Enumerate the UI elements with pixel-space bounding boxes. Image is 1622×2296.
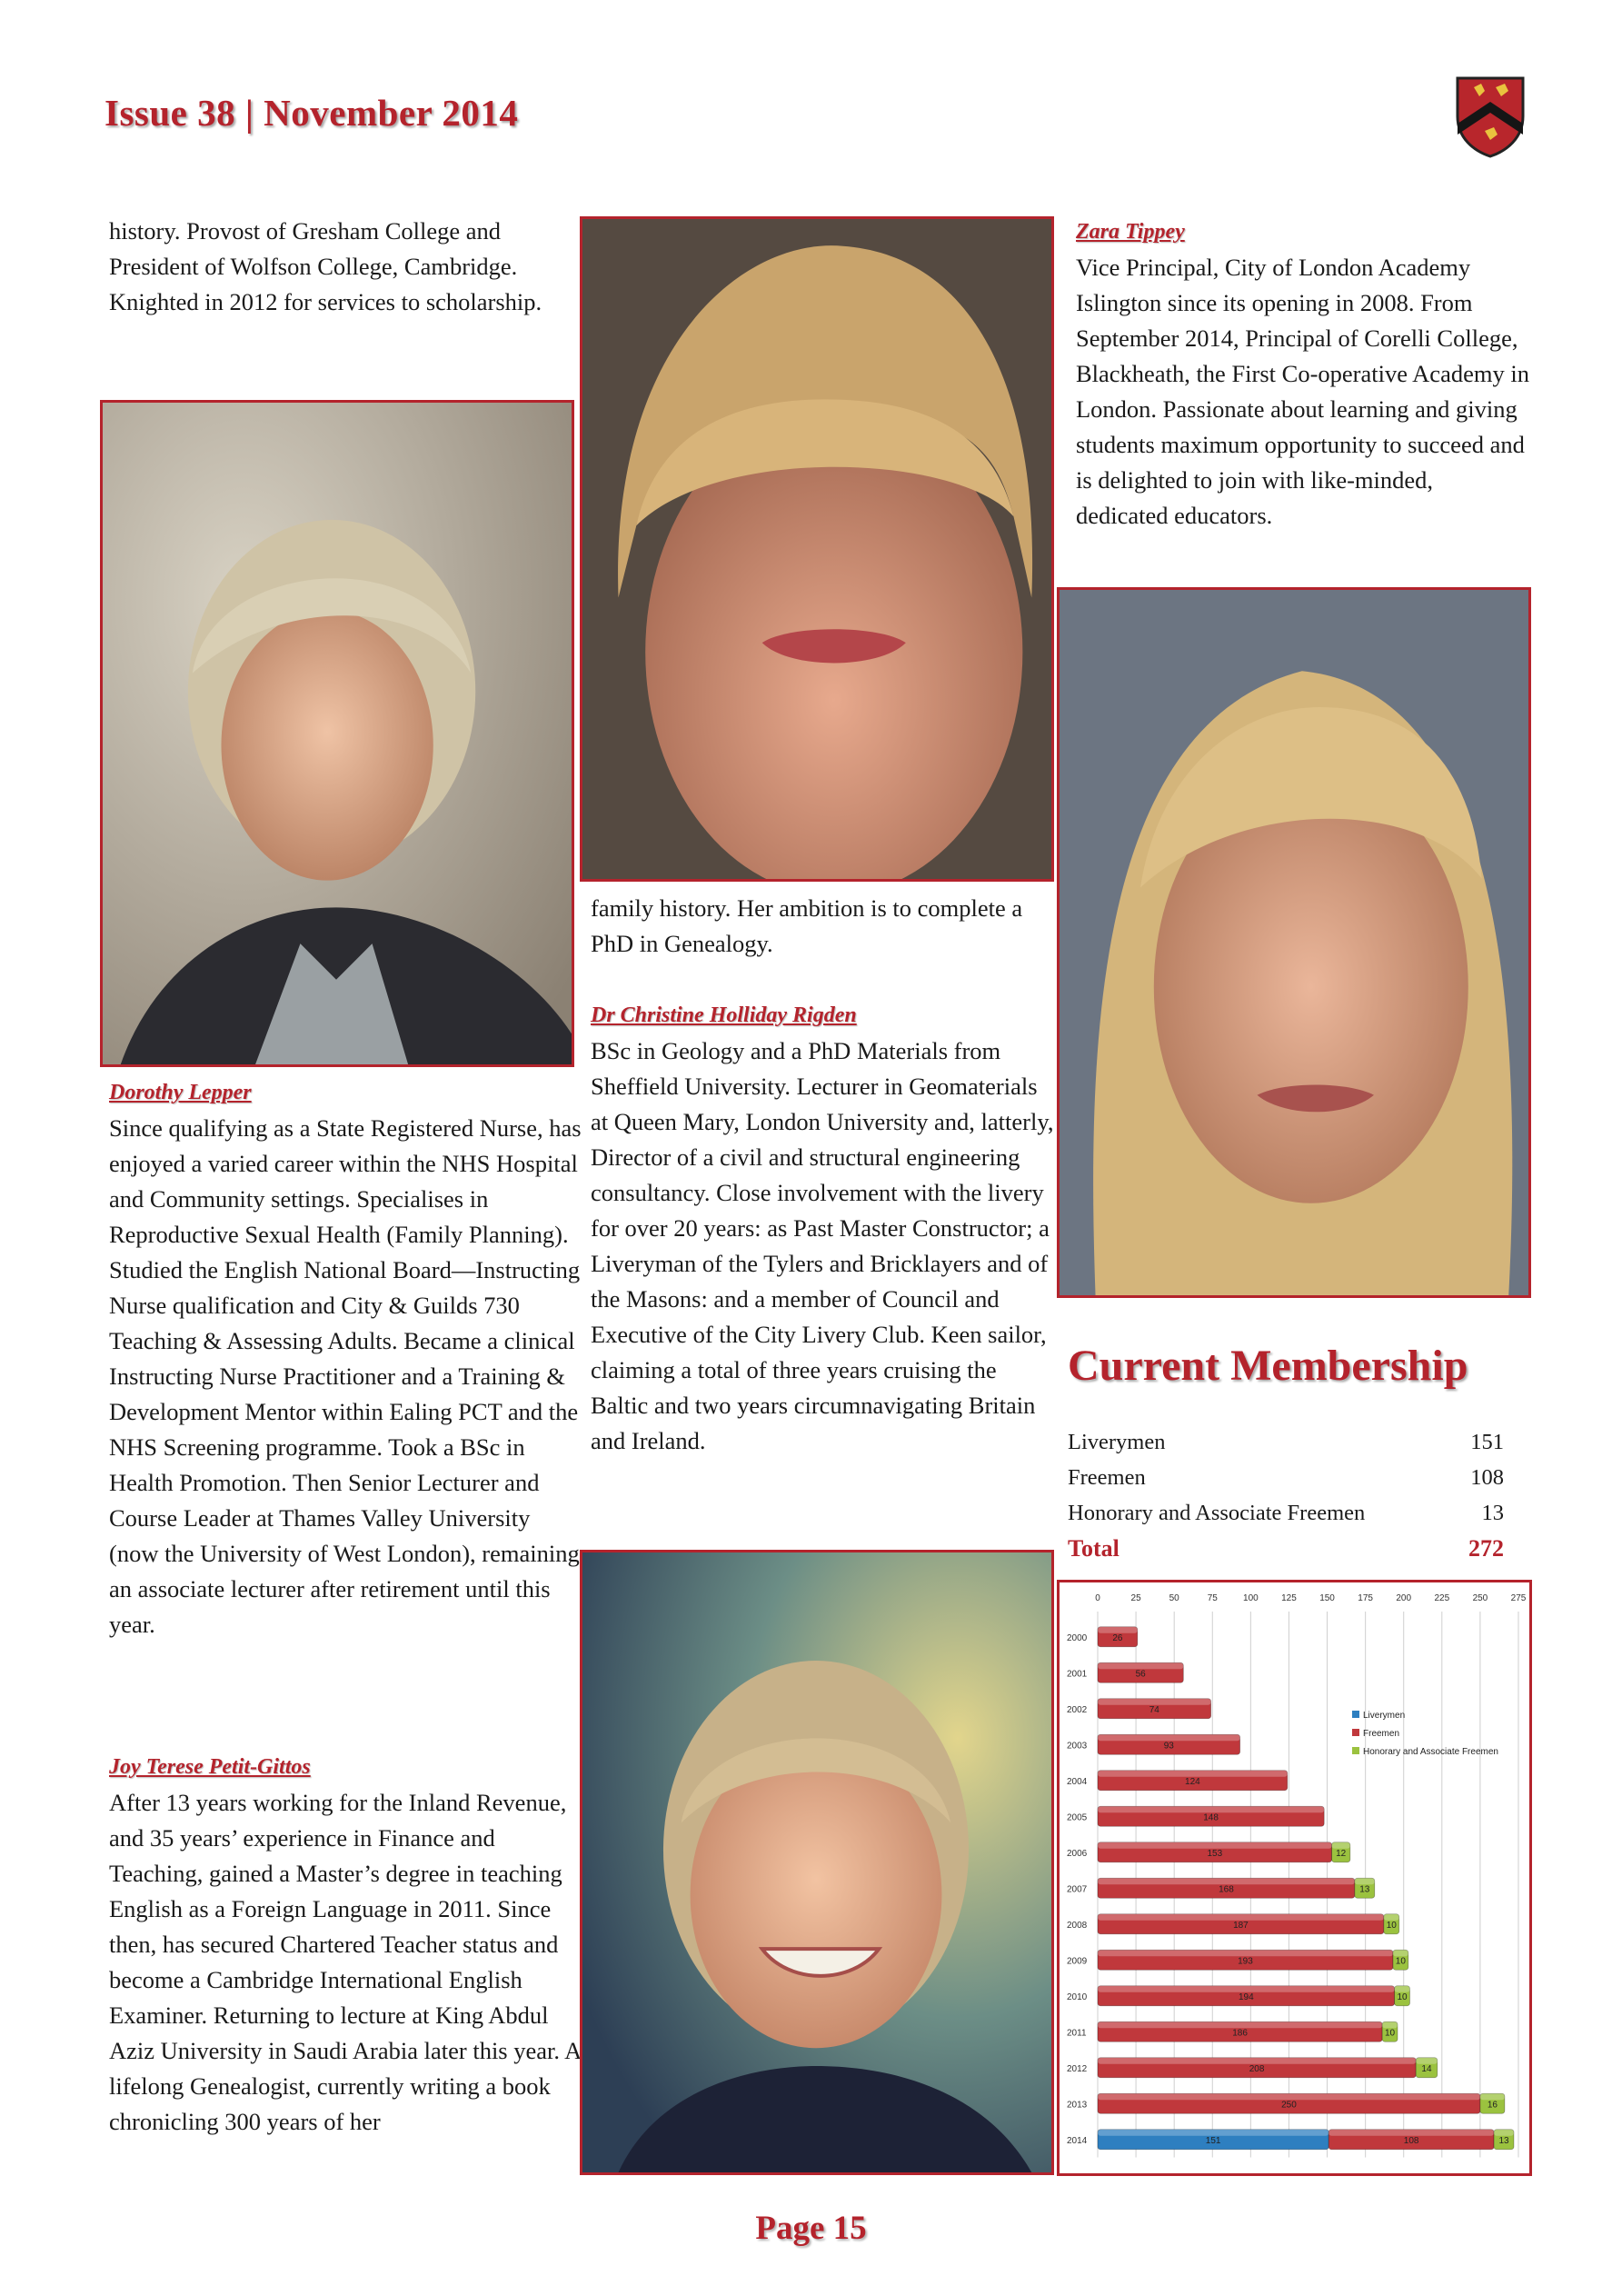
chart-data-label: 108 [1403,2135,1419,2146]
chart-bar-highlight [1098,1627,1138,1633]
membership-label: Honorary and Associate Freemen [1068,1501,1366,1525]
column-3-bio-1 [1076,215,1530,534]
chart-data-label: 187 [1233,1920,1249,1931]
chart-data-label: 16 [1487,2100,1498,2111]
chart-bar-highlight [1098,1878,1355,1884]
chart-bar-highlight [1098,2130,1328,2136]
chart-bar-highlight [1098,1986,1395,1992]
legend-label: Honorary and Associate Freemen [1363,1747,1498,1757]
person-name-dorothy-lepper: Dorothy Lepper [109,1081,252,1104]
y-tick-label: 2008 [1067,1920,1088,1931]
chart-data-label: 10 [1395,1956,1406,1967]
chart-data-label: 12 [1336,1848,1347,1859]
y-tick-label: 2014 [1067,2135,1088,2146]
person-name-joy-petit-gittos: Joy Terese Petit-Gittos [109,1755,311,1779]
chart-bar-highlight [1416,2058,1438,2064]
membership-row-honorary [1068,1495,1504,1531]
y-tick-label: 2006 [1067,1848,1088,1859]
chart-data-label: 10 [1385,2028,1396,2039]
x-tick-label: 175 [1358,1593,1373,1603]
chart-data-label: 151 [1205,2135,1221,2146]
chart-bar-highlight [1480,2093,1505,2100]
bio-zara-tippey: Vice Principal, City of London Academy Islington since its opening in 2008. From September 2014, Principal of Corelli College, Blackheath, the First Co-operative Academy in London. Passionate about learning and giving students maximum opportunity to succeed and is delighted to join with like-minded, dedicated educators. [1076,254,1529,529]
legend-label: Freemen [1363,1729,1400,1739]
continued-text: family history. Her ambition is to complete a PhD in Genealogy. [591,894,1023,957]
x-tick-label: 200 [1396,1593,1412,1603]
x-tick-label: 225 [1434,1593,1450,1603]
chart-data-label: 208 [1249,2063,1265,2074]
chart-bar-highlight [1098,1734,1240,1741]
page-number: Page 15 [755,2210,867,2247]
membership-row-liverymen [1068,1424,1504,1460]
chart-data-label: 13 [1359,1884,1370,1895]
x-tick-label: 150 [1319,1593,1335,1603]
chart-data-label: 153 [1207,1848,1223,1859]
chart-bar-highlight [1098,2093,1480,2100]
y-tick-label: 2010 [1067,1992,1088,2002]
y-tick-label: 2004 [1067,1776,1088,1787]
person-name-christine-rigden: Dr Christine Holliday Rigden [591,1003,857,1027]
y-tick-label: 2001 [1067,1669,1088,1680]
legend-swatch [1352,1747,1359,1754]
photo-zara-tippey [1057,587,1531,1298]
chart-bar-highlight [1494,2130,1514,2136]
membership-chart-svg [1060,1582,1529,2173]
chart-bar-highlight [1098,1771,1288,1777]
photo-dorothy-lepper [100,400,574,1067]
chart-bar-highlight [1098,1914,1384,1921]
chart-data-label: 10 [1397,1992,1408,2002]
chart-data-label: 10 [1386,1920,1397,1931]
membership-value: 13 [1481,1501,1504,1525]
x-tick-label: 50 [1169,1593,1179,1603]
chart-bar-highlight [1395,1986,1410,1992]
chart-data-label: 168 [1219,1884,1234,1895]
x-tick-label: 250 [1472,1593,1488,1603]
chart-bar-highlight [1098,1699,1211,1705]
chart-bar-highlight [1098,1806,1324,1812]
membership-value: 108 [1470,1465,1504,1490]
membership-title: Current Membership [1068,1342,1468,1390]
x-tick-label: 0 [1095,1593,1100,1603]
membership-label: Freemen [1068,1465,1146,1490]
chart-data-label: 93 [1163,1741,1174,1752]
chart-data-label: 26 [1112,1632,1123,1643]
chart-data-label: 193 [1238,1956,1253,1967]
chart-data-label: 186 [1232,2028,1248,2039]
chart-data-label: 13 [1498,2135,1509,2146]
chart-data-label: 250 [1281,2100,1297,2111]
y-tick-label: 2009 [1067,1956,1088,1967]
chart-bar-highlight [1393,1950,1408,1956]
chart-bar-highlight [1328,2130,1494,2136]
y-tick-label: 2011 [1067,2028,1087,2039]
x-tick-label: 100 [1243,1593,1259,1603]
bio-joy-petit-gittos: After 13 years working for the Inland Revenue, and 35 years’ experience in Finance and Teaching, gained a Master’s degree in teaching English as a Foreign Language in 2011. Since then, has secured Chartered Teacher status and become a Cambridge International English Examiner. Returning to lecture at King Abdul Aziz University in Saudi Arabia later this year. A lifelong Genealogist, currently writing a book chronicling 300 years of her [109,1789,581,2135]
chart-bar-highlight [1098,1842,1332,1849]
column-2-cont [591,891,1054,962]
membership-row-total [1068,1531,1504,1566]
chart-bar-highlight [1382,2021,1398,2028]
chart-data-label: 148 [1203,1812,1219,1823]
membership-total-label: Total [1068,1535,1119,1562]
x-tick-label: 75 [1207,1593,1218,1603]
chart-data-label: 14 [1421,2063,1432,2074]
column-2-bio-1 [591,998,1054,1459]
photo-joy-petit-gittos [580,1550,1054,2175]
intro-text: history. Provost of Gresham College and President of Wolfson College, Cambridge. Knighted in 2012 for services to scholarship. [109,217,542,315]
membership-total-value: 272 [1468,1535,1504,1562]
crest-icon [1454,75,1527,158]
bio-christine-rigden: BSc in Geology and a PhD Materials from Sheffield University. Lecturer in Geomaterials at Queen Mary, London University and, latterly, Director of a civil and structural engineering consultancy. Close involvement with the livery for over 20 years: as Past Master Constructor; a Liveryman of the Tylers and Bricklayers and of the Masons: and a member of Council and Executive of the City Livery Club. Keen sailor, claiming a total of three years cruising the Baltic and two years circumnavigating Britain and Ireland. [591,1037,1054,1454]
bio-dorothy-lepper: Since qualifying as a State Registered Nurse, has enjoyed a varied career within the NHS Hospital and Community settings. Specialises in Reproductive Sexual Health (Family Planning). Studied the English National Board—Instructing Nurse qualification and City & Guilds 730 Teaching & Assessing Adults. Became a clinical Instructing Nurse Practitioner and a Training & Development Mentor within Ealing PCT and the NHS Screening programme. Took a BSc in Health Promotion. Then Senior Lecturer and Course Leader at Thames Valley University (now the University of West London), remaining an associate lecturer after retirement until this year. [109,1114,582,1638]
x-tick-label: 125 [1281,1593,1297,1603]
chart-data-label: 194 [1238,1992,1254,2002]
chart-bar-highlight [1098,2021,1382,2028]
column-1-bio-1 [109,1075,582,1642]
chart-bar-highlight [1098,1662,1183,1669]
column-1-bio-2 [109,1750,582,2140]
chart-data-label: 74 [1149,1704,1159,1715]
y-tick-label: 2002 [1067,1704,1088,1715]
legend-label: Liverymen [1363,1711,1406,1721]
chart-data-label: 124 [1185,1776,1200,1787]
issue-header: Issue 38 | November 2014 [104,92,519,134]
person-name-zara-tippey: Zara Tippey [1076,220,1185,244]
y-tick-label: 2007 [1067,1884,1088,1895]
chart-bar-highlight [1098,1950,1393,1956]
membership-value: 151 [1470,1430,1504,1454]
membership-table [1068,1424,1504,1566]
x-tick-label: 25 [1130,1593,1141,1603]
y-tick-label: 2003 [1067,1741,1088,1752]
column-1-intro [109,214,582,320]
chart-data-label: 56 [1135,1669,1146,1680]
legend-swatch [1352,1729,1359,1736]
y-tick-label: 2000 [1067,1632,1088,1643]
photo-christine-rigden [580,216,1054,882]
membership-label: Liverymen [1068,1430,1166,1454]
chart-bar-highlight [1098,2058,1416,2064]
chart-bar-highlight [1332,1842,1350,1849]
x-tick-label: 275 [1510,1593,1527,1603]
chart-bar-highlight [1355,1878,1375,1884]
y-tick-label: 2013 [1067,2100,1088,2111]
membership-row-freemen [1068,1460,1504,1495]
y-tick-label: 2012 [1067,2063,1088,2074]
y-tick-label: 2005 [1067,1812,1088,1823]
chart-bar-highlight [1384,1914,1399,1921]
membership-chart [1057,1580,1532,2176]
legend-swatch [1352,1711,1359,1718]
